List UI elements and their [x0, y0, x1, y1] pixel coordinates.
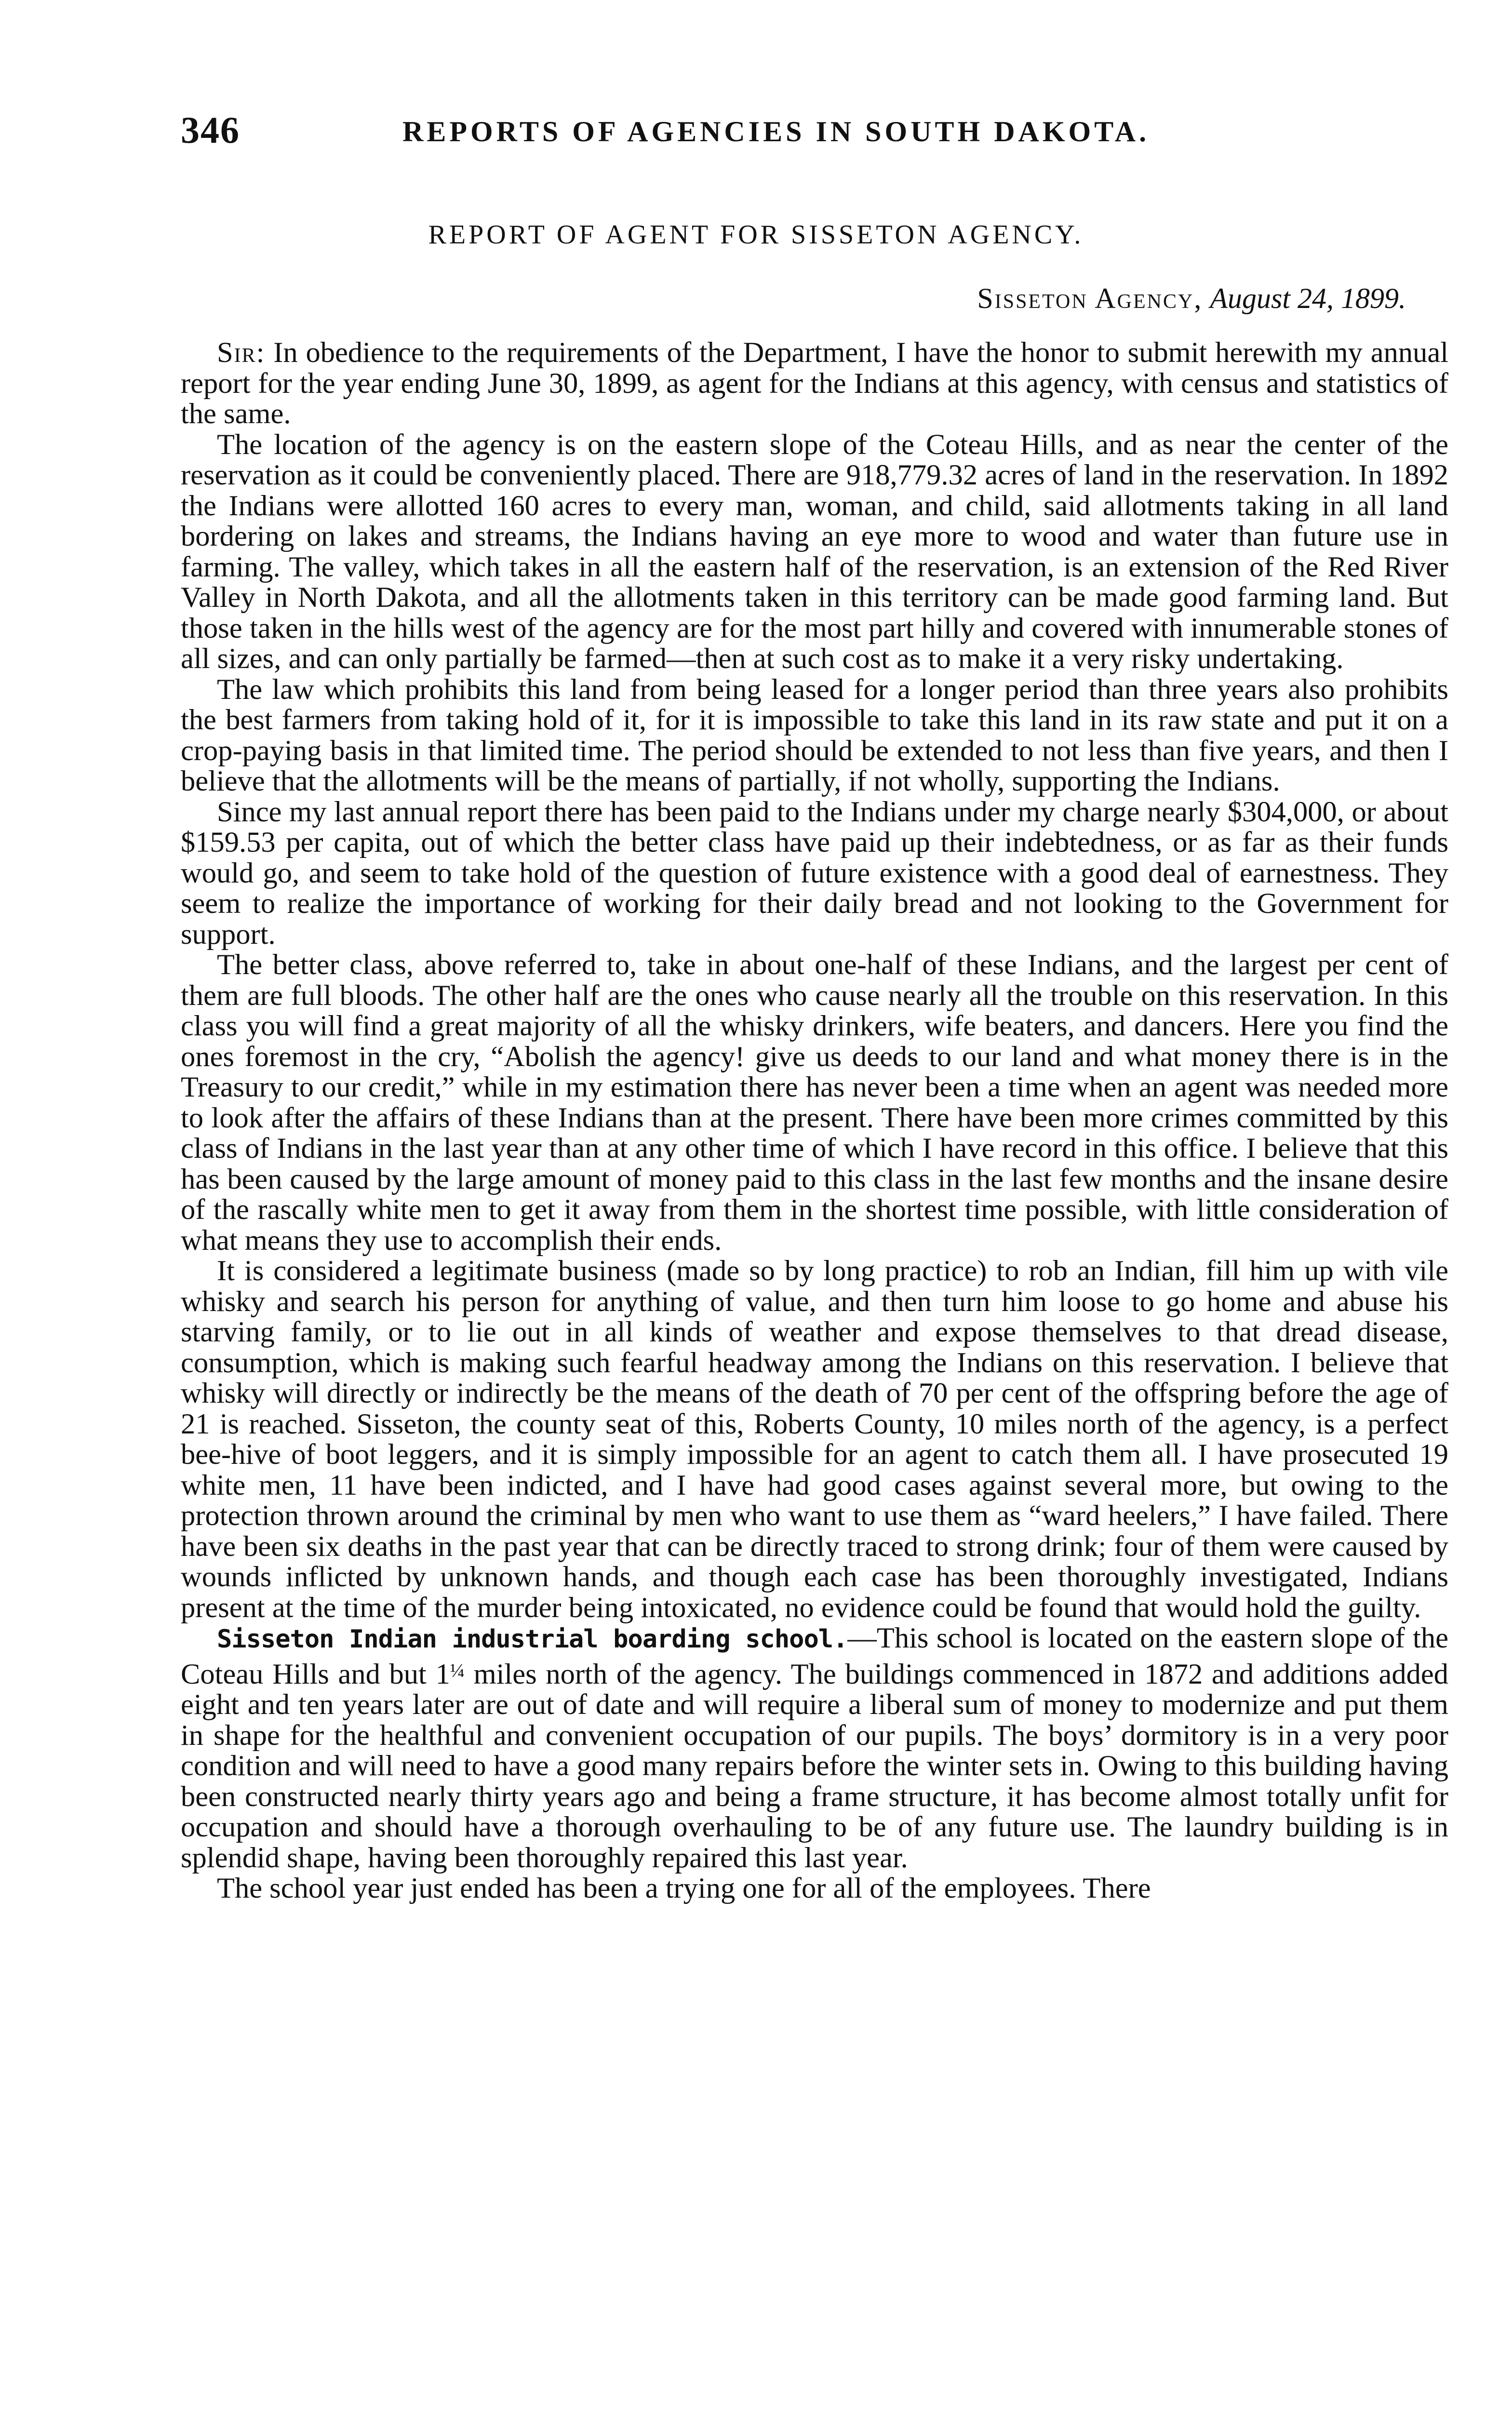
- fraction-quarter: ¼: [450, 1659, 465, 1681]
- salutation: Sir:: [217, 336, 266, 369]
- running-title: REPORTS OF AGENCIES IN SOUTH DAKOTA.: [402, 116, 1150, 147]
- paragraph-text: In obedience to the requirements of the Department, I have the honor to submit herewith my annual report for the year ending June 30, 1899, as agent for the Indians at this agency, with census and statistics of the same.: [181, 336, 1448, 430]
- paragraph-text: —This school is located on the eastern slope of the Coteau Hills and but 1: [181, 1622, 1448, 1690]
- dateline: [977, 282, 1406, 315]
- paragraph-whisky: It is considered a legitimate business (made so by long practice) to rob an Indian, fill him up with vile whisky and search his person for anything of value, and then turn him loose to go home and abuse his starving family, or to lie out in all kinds of weather and expose themselves to that dread disease, consumption, which is making such fearful headway among the Indians on this reservation. I believe that whisky will directly or indirectly be the means of the death of 70 per cent of the offspring before the age of 21 is reached. Sisseton, the county seat of this, Roberts County, 10 miles north of the agency, is a perfect bee-hive of boot leggers, and it is simply impossible for an agent to catch them all. I have prosecuted 19 white men, 11 have been indicted, and I have had good cases against several more, but owing to the protection thrown around the criminal by men who want to use them as “ward heelers,” I have failed. There have been six deaths in the past year that can be directly traced to strong drink; four of them were caused by wounds inflicted by unknown hands, and though each case has been thoroughly investigated, Indians present at the time of the murder being intoxicated, no evidence could be found that would hold the guilty.: [181, 1255, 1448, 1624]
- running-header: [181, 108, 1448, 161]
- paragraph-school-year: The school year just ended has been a trying one for all of the employees. There: [217, 1872, 1151, 1904]
- paragraph-payments: Since my last annual report there has been paid to the Indians under my charge nearly $304,000, or about $159.53 per capita, out of which the better class have paid up their indebtedness, or as far as their funds would go, and seem to take hold of the question of future existence with a good deal of earnestness. They seem to realize the importance of working for their daily bread and not looking to the Government for support.: [181, 795, 1448, 951]
- section-heading-boarding-school: Sisseton Indian industrial boarding school.: [217, 1625, 848, 1654]
- paragraph-boarding-school: [181, 1623, 1448, 1873]
- page-number: 346: [181, 109, 240, 151]
- paragraph-leasing-law: The law which prohibits this land from being leased for a longer period than three years also prohibits the best farmers from taking hold of it, for it is impossible to take this land in its raw state and put it on a crop-paying basis in that limited time. The period should be extended to not less than five years, and then I believe that the allotments will be the means of partially, if not wholly, supporting the Indians.: [181, 673, 1448, 797]
- paragraph-location: The location of the agency is on the eastern slope of the Coteau Hills, and as near the center of the reservation as it could be conveniently placed. There are 918,779.32 acres of land in the reservation. In 1892 the Indians were allotted 160 acres to every man, woman, and child, said allotments taking in all land bordering on lakes and streams, the Indians having an eye more to wood and water than future use in farming. The valley, which takes in all the eastern half of the reservation, is an extension of the Red River Valley in North Dakota, and all the allotments taken in this territory can be made good farming land. But those taken in the hills west of the agency are for the most part hilly and covered with innumerable stones of all sizes, and can only partially be farmed—then at such cost as to make it a very risky undertaking.: [181, 428, 1448, 675]
- paragraph-salutation: [181, 337, 1448, 429]
- dateline-date: August 24, 1899.: [1210, 282, 1406, 314]
- report-title: REPORT OF AGENT FOR SISSETON AGENCY.: [428, 220, 1084, 250]
- paragraph-text: miles north of the agency. The buildings commenced in 1872 and additions added eight and ten years later are out of date and will require a liberal sum of money to modernize and put them in shape for the healthful and convenient occupation of our pupils. The boys’ dormitory is in a very poor condition and will need to have a good many repairs before the winter sets in. Owing to this building having been constructed nearly thirty years ago and being a frame structure, it has become almost totally unfit for occupation and should have a thorough overhauling to be of any future use. The laundry building is in splendid shape, having been thoroughly repaired this last year.: [181, 1658, 1448, 1874]
- paragraph-classes: The better class, above referred to, take in about one-half of these Indians, and the largest per cent of them are full bloods. The other half are the ones who cause nearly all the trouble on this reservation. In this class you will find a great majority of all the whisky drinkers, wife beaters, and dancers. Here you find the ones foremost in the cry, “Abolish the agency! give us deeds to our land and what money there is in the Treasury to our credit,” while in my estimation there has never been a time when an agent was needed more to look after the affairs of these Indians than at the present. There have been more crimes committed by this class of Indians in the last year than at any other time of which I have record in this office. I believe that this has been caused by the large amount of money paid to this class in the last few months and the insane desire of the rascally white men to get it away from them in the shortest time possible, with little consideration of what means they use to accomplish their ends.: [181, 949, 1448, 1257]
- dateline-place: Sisseton Agency,: [977, 282, 1203, 314]
- report-body: [181, 337, 1448, 2410]
